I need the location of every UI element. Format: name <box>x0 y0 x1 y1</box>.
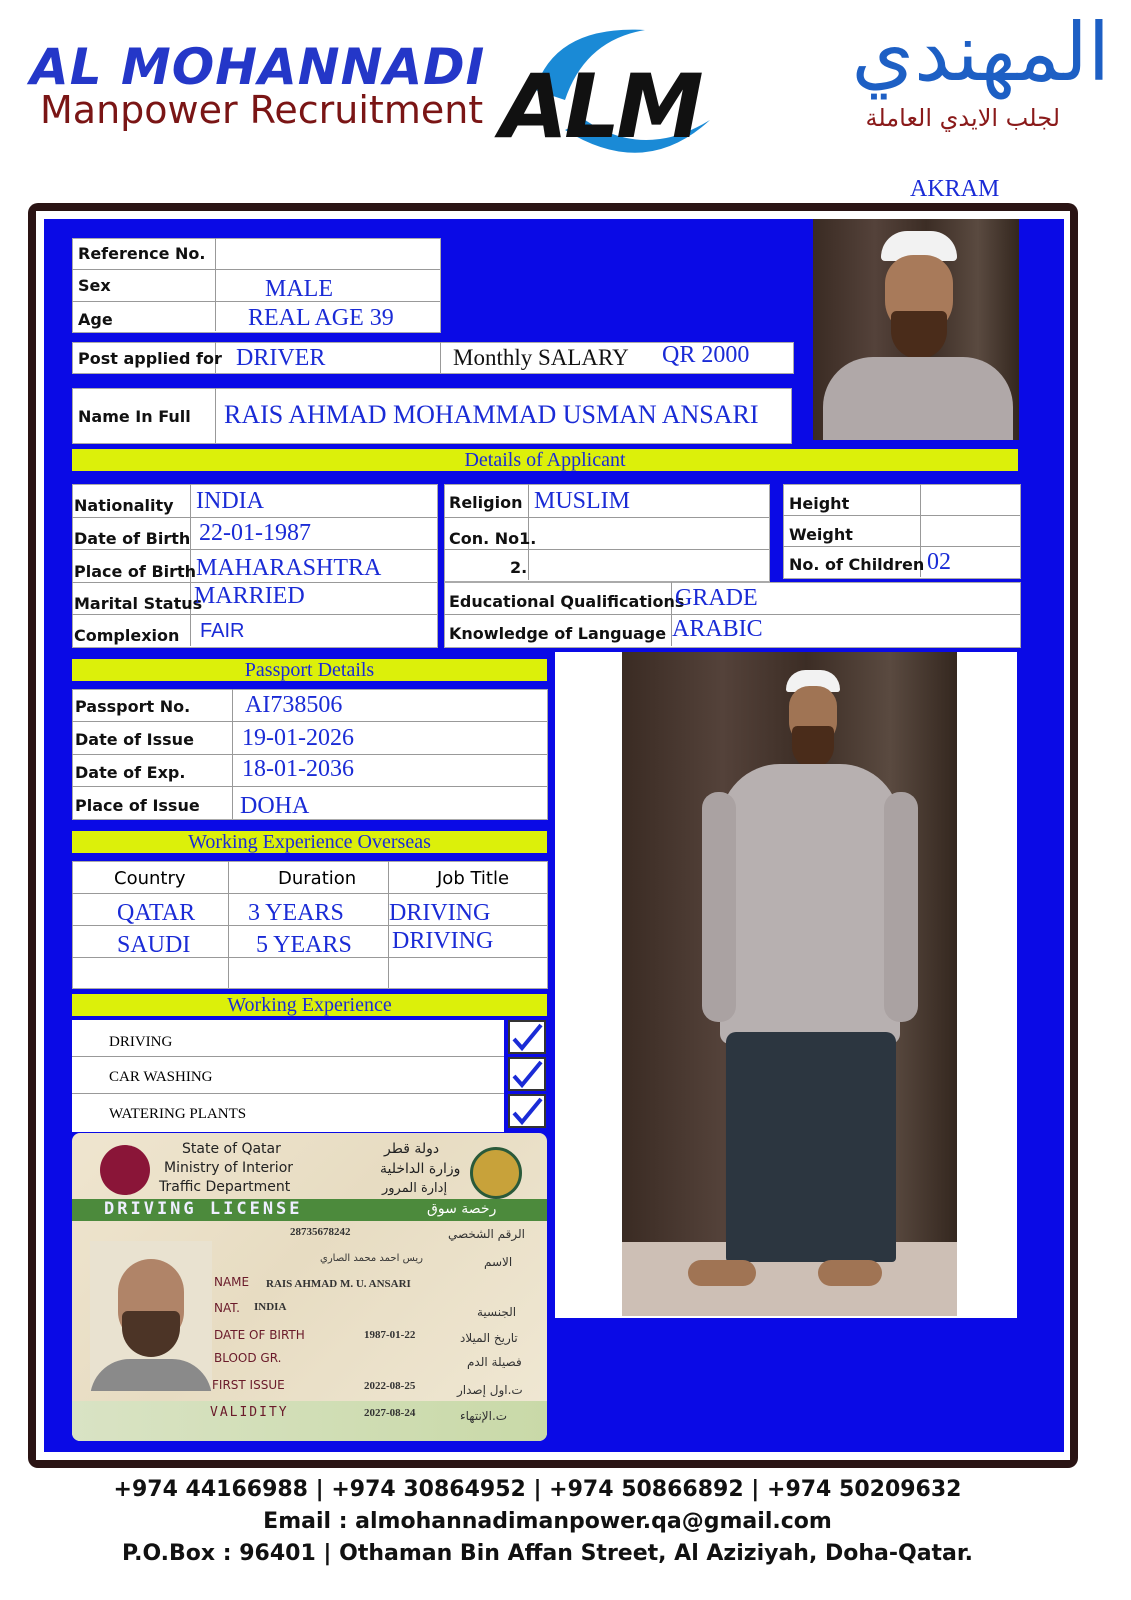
children-value: 02 <box>927 549 951 575</box>
marital-label: Marital Status <box>74 594 203 613</box>
brand-subtitle-ar: لجلب الايدي العاملة <box>865 104 1060 132</box>
post-label: Post applied for <box>78 349 222 368</box>
overseas-duration-2: 5 YEARS <box>256 932 352 958</box>
education-value: GRADE <box>675 585 758 611</box>
portrait-photo <box>813 219 1019 440</box>
religion-label: Religion <box>449 493 523 512</box>
passport-no-label: Passport No. <box>75 697 191 716</box>
marital-value: MARRIED <box>194 583 305 609</box>
complexion-label: Complexion <box>74 626 180 645</box>
overseas-job-2: DRIVING <box>392 928 494 954</box>
experience-check-3 <box>508 1094 546 1128</box>
alm-logo: ALM <box>495 20 725 170</box>
pob-value: MAHARASHTRA <box>196 555 382 581</box>
experience-header: Working Experience <box>72 994 547 1016</box>
children-label: No. of Children <box>789 555 925 574</box>
experience-check-2 <box>508 1057 546 1091</box>
exp-date-label: Date of Exp. <box>75 763 186 782</box>
footer-address: P.O.Box : 96401 | Othaman Bin Affan Street, Al Aziziyah, Doha-Qatar. <box>122 1541 973 1566</box>
con1-label: Con. No1. <box>449 529 537 548</box>
checkmark-icon <box>510 1022 544 1052</box>
salary-value: QR 2000 <box>662 342 750 368</box>
experience-item-1: DRIVING <box>109 1034 173 1050</box>
col-duration: Duration <box>278 868 357 889</box>
sex-label: Sex <box>78 276 111 295</box>
full-body-photo <box>622 652 957 1316</box>
name-label: Name In Full <box>78 407 191 426</box>
col-country: Country <box>114 868 186 889</box>
footer-email: Email : almohannadimanpower.qa@gmail.com <box>263 1509 832 1534</box>
pob-label: Place of Birth <box>74 562 197 581</box>
footer-phones: +974 44166988 | +974 30864952 | +974 50866892 | +974 50209632 <box>113 1477 962 1502</box>
brand-name-ar: المهندي <box>851 6 1110 99</box>
place-issue-value: DOHA <box>240 793 310 819</box>
overseas-header: Working Experience Overseas <box>72 831 547 853</box>
education-label: Educational Qualifications <box>449 592 685 611</box>
exp-date-value: 18-01-2036 <box>242 756 354 782</box>
overseas-job-1: DRIVING <box>389 900 491 926</box>
age-label: Age <box>78 310 113 329</box>
salary-label: Monthly SALARY <box>453 345 629 370</box>
con2-label: 2. <box>510 558 528 577</box>
age-value: REAL AGE 39 <box>248 305 394 331</box>
complexion-value: FAIR <box>200 620 245 642</box>
passport-header: Passport Details <box>72 659 547 681</box>
weight-label: Weight <box>789 525 853 544</box>
post-value: DRIVER <box>236 345 326 371</box>
checkmark-icon <box>510 1096 544 1126</box>
issue-date-label: Date of Issue <box>75 730 194 749</box>
issue-date-value: 19-01-2026 <box>242 725 354 751</box>
passport-no-value: AI738506 <box>245 692 343 718</box>
overseas-country-1: QATAR <box>117 900 196 926</box>
place-issue-label: Place of Issue <box>75 796 200 815</box>
gcc-emblem-icon <box>470 1147 522 1199</box>
religion-value: MUSLIM <box>534 488 631 514</box>
language-label: Knowledge of Language <box>449 624 667 643</box>
details-header: Details of Applicant <box>72 449 1018 471</box>
nationality-label: Nationality <box>74 496 174 515</box>
brand-subtitle-en: Manpower Recruitment <box>40 88 484 132</box>
height-label: Height <box>789 494 850 513</box>
language-value: ARABIC <box>672 616 763 642</box>
dob-value: 22-01-1987 <box>199 520 311 546</box>
experience-item-2: CAR WASHING <box>109 1069 213 1085</box>
overseas-country-2: SAUDI <box>117 932 191 958</box>
agent-name: AKRAM <box>910 176 1000 202</box>
license-photo <box>90 1241 212 1391</box>
qatar-emblem-icon <box>100 1145 150 1195</box>
experience-item-3: WATERING PLANTS <box>109 1106 247 1122</box>
overseas-duration-1: 3 YEARS <box>248 900 344 926</box>
experience-check-1 <box>508 1020 546 1054</box>
col-job-title: Job Title <box>437 868 510 889</box>
brand-name-en: AL MOHANNADI <box>30 38 486 96</box>
driving-license-card: State of Qatar Ministry of Interior Traffic Department دولة قطر وزارة الداخلية إدارة المرور DRIVING LICENSE رخصة سوق 28735678242 الرقم الشخصي ريس احمد محمد الصاري الاسم NAME RAIS AHMAD M. U. ANSARI NAT. INDIA الجنسية DATE OF BIRTH 1987-01-22 تاريخ الميلاد BLOOD GR. فصيلة الدم FIRST ISSUE 2022-08-25 ت.اول إصدار VALIDITY 2027-08-24 ت.الإنتهاء <box>72 1133 547 1441</box>
reference-label: Reference No. <box>78 244 206 263</box>
sex-value: MALE <box>265 276 333 302</box>
checkmark-icon <box>510 1059 544 1089</box>
dob-label: Date of Birth <box>74 529 191 548</box>
name-value: RAIS AHMAD MOHAMMAD USMAN ANSARI <box>224 400 759 429</box>
nationality-value: INDIA <box>196 488 264 514</box>
